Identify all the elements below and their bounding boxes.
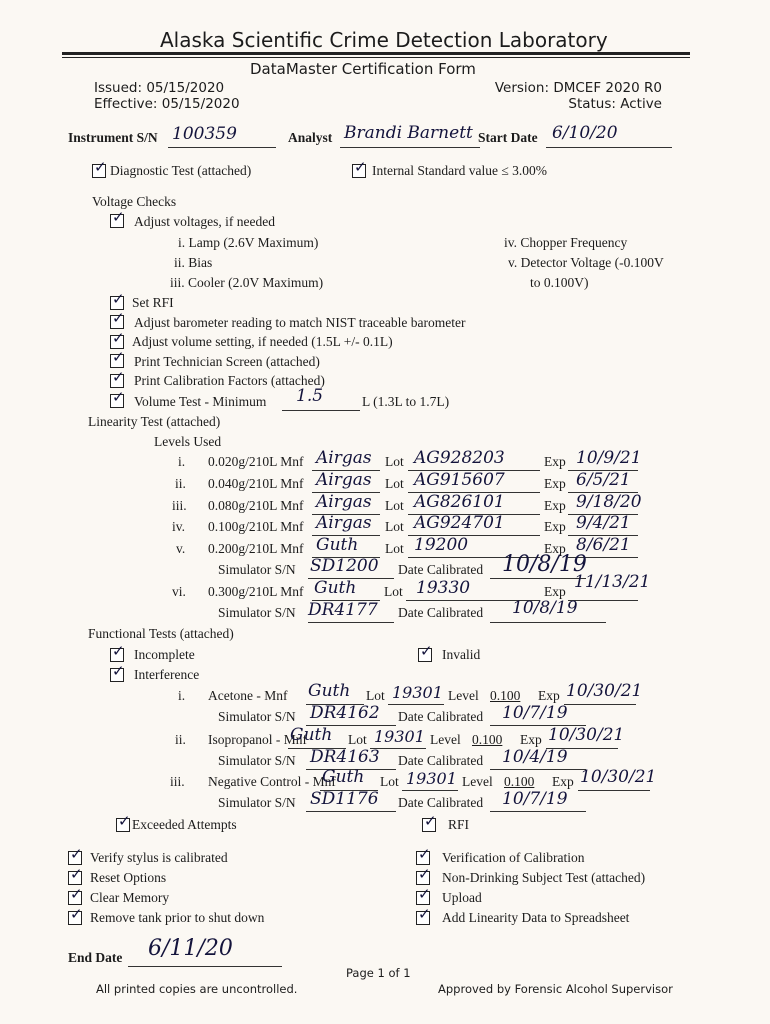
lot-value[interactable]: AG826101 bbox=[414, 492, 505, 512]
manufacturer-value[interactable]: Guth bbox=[316, 535, 359, 555]
exp-value[interactable]: 9/18/20 bbox=[576, 492, 642, 512]
cal-line bbox=[490, 769, 586, 770]
checkmark-icon: ✓ bbox=[112, 642, 125, 660]
simulator-sn-value[interactable]: DR4162 bbox=[310, 703, 380, 723]
barometer-checkbox[interactable] bbox=[110, 309, 125, 329]
lot-value[interactable]: 19301 bbox=[392, 683, 443, 702]
analyst-label: Analyst bbox=[288, 130, 333, 145]
set-rfi-checkbox[interactable] bbox=[110, 290, 125, 310]
exp-label: Exp bbox=[544, 541, 566, 556]
exp-label: Exp bbox=[544, 476, 566, 491]
final-checkbox[interactable] bbox=[416, 865, 431, 885]
checkmark-icon: ✓ bbox=[94, 158, 107, 176]
simulator-sn-label: Simulator S/N bbox=[218, 605, 296, 620]
date-calibrated-label: Date Calibrated bbox=[398, 562, 484, 577]
simulator-sn-label: Simulator S/N bbox=[218, 795, 296, 810]
exp-label: Exp bbox=[544, 498, 566, 513]
date-calibrated-label: Date Calibrated bbox=[398, 709, 484, 724]
final-checklist-label: Upload bbox=[442, 890, 482, 905]
rfi-label: RFI bbox=[448, 817, 470, 832]
start-date-line bbox=[546, 147, 672, 148]
lot-value[interactable]: 19200 bbox=[414, 535, 469, 555]
lot-label: Lot bbox=[385, 541, 404, 556]
simulator-sn-label: Simulator S/N bbox=[218, 709, 296, 724]
voltage-item: i. Lamp (2.6V Maximum) bbox=[178, 235, 319, 250]
status: Status: Active bbox=[568, 96, 662, 112]
cal-line bbox=[490, 622, 606, 623]
level-label: 0.040g/210L Mnf bbox=[208, 476, 304, 491]
lot-label: Lot bbox=[348, 732, 367, 747]
invalid-label: Invalid bbox=[442, 647, 481, 662]
exp-line bbox=[578, 790, 650, 791]
analyst-line bbox=[340, 147, 480, 148]
exceeded-attempts-label: Exceeded Attempts bbox=[132, 817, 237, 832]
level-label: Level bbox=[448, 688, 479, 703]
form-name: DataMaster Certification Form bbox=[250, 60, 476, 78]
exp-value[interactable]: 10/30/21 bbox=[548, 725, 625, 745]
instrument-sn-label: Instrument S/N bbox=[68, 130, 158, 145]
lot-label: Lot bbox=[380, 774, 399, 789]
exp-value[interactable]: 8/6/21 bbox=[576, 535, 631, 555]
manufacturer-value[interactable]: Airgas bbox=[316, 492, 372, 512]
checkmark-icon: ✓ bbox=[354, 158, 367, 176]
row-number: iii. bbox=[170, 774, 185, 789]
issued-date: Issued: 05/15/2020 bbox=[94, 80, 225, 96]
final-checklist-label: Reset Options bbox=[90, 870, 167, 885]
test-name: Negative Control - Mnf bbox=[208, 774, 336, 789]
lot-label: Lot bbox=[366, 688, 385, 703]
functional-heading: Functional Tests (attached) bbox=[88, 626, 234, 641]
row-number: iii. bbox=[172, 498, 187, 513]
row-number: i. bbox=[178, 454, 186, 469]
final-checkbox[interactable] bbox=[68, 905, 83, 925]
uncontrolled-notice: All printed copies are uncontrolled. bbox=[96, 982, 298, 996]
manufacturer-value[interactable]: Guth bbox=[314, 578, 357, 598]
checkmark-icon: ✓ bbox=[418, 885, 431, 903]
cal-line bbox=[490, 578, 586, 579]
set-rfi-label: Set RFI bbox=[132, 295, 174, 310]
checkmark-icon: ✓ bbox=[418, 865, 431, 883]
volume-test-range: L (1.3L to 1.7L) bbox=[362, 394, 450, 409]
checkmark-icon: ✓ bbox=[70, 885, 83, 903]
voltage-heading: Voltage Checks bbox=[92, 194, 177, 209]
instrument-sn-line bbox=[168, 147, 276, 148]
lot-label: Lot bbox=[385, 498, 404, 513]
end-date-label: End Date bbox=[68, 950, 123, 965]
level-label: Level bbox=[462, 774, 493, 789]
lot-line bbox=[402, 790, 458, 791]
exp-label: Exp bbox=[538, 688, 560, 703]
sim-line bbox=[306, 811, 396, 812]
lot-label: Lot bbox=[385, 476, 404, 491]
manufacturer-value[interactable]: Guth bbox=[290, 725, 333, 745]
header-rule-thin bbox=[62, 57, 690, 58]
date-calibrated-label: Date Calibrated bbox=[398, 605, 484, 620]
row-number: vi. bbox=[172, 584, 186, 599]
internal-std-label: Internal Standard value ≤ 3.00% bbox=[372, 163, 547, 178]
exp-value[interactable]: 10/9/21 bbox=[576, 448, 642, 468]
lot-value[interactable]: AG915607 bbox=[414, 470, 505, 490]
level-label: 0.300g/210L Mnf bbox=[208, 584, 304, 599]
checkmark-icon: ✓ bbox=[112, 309, 125, 327]
final-checkbox[interactable] bbox=[68, 845, 83, 865]
level-label: Level bbox=[430, 732, 461, 747]
checkmark-icon: ✓ bbox=[112, 662, 125, 680]
volume-test-checkbox[interactable] bbox=[110, 388, 125, 408]
effective-date: Effective: 05/15/2020 bbox=[94, 96, 240, 112]
lot-value[interactable]: 19301 bbox=[406, 769, 457, 788]
diagnostic-label: Diagnostic Test (attached) bbox=[110, 163, 252, 178]
print-cal-checkbox[interactable] bbox=[110, 368, 125, 388]
volume-setting-label: Adjust volume setting, if needed (1.5L +/- 0.1L) bbox=[132, 334, 393, 349]
volume-test-line bbox=[282, 410, 360, 411]
print-tech-label: Print Technician Screen (attached) bbox=[134, 354, 320, 369]
final-checkbox[interactable] bbox=[416, 905, 431, 925]
volume-test-value[interactable]: 1.5 bbox=[296, 386, 324, 406]
test-name: Acetone - Mnf bbox=[208, 688, 288, 703]
final-checkbox[interactable] bbox=[416, 885, 431, 905]
checkmark-icon: ✓ bbox=[112, 208, 125, 226]
lot-label: Lot bbox=[385, 454, 404, 469]
date-calibrated-value[interactable]: 10/4/19 bbox=[502, 747, 568, 767]
date-calibrated-value[interactable]: 10/7/19 bbox=[502, 703, 568, 723]
checkmark-icon: ✓ bbox=[112, 388, 125, 406]
header-rule-thick bbox=[62, 52, 690, 55]
simulator-sn-label: Simulator S/N bbox=[218, 562, 296, 577]
exp-value[interactable]: 9/4/21 bbox=[576, 513, 631, 533]
exp-line bbox=[568, 600, 638, 601]
test-name: Isopropanol - Mnf bbox=[208, 732, 307, 747]
simulator-sn-value[interactable]: DR4163 bbox=[310, 747, 380, 767]
exp-label: Exp bbox=[544, 584, 566, 599]
final-checkbox[interactable] bbox=[68, 885, 83, 905]
lot-value[interactable]: AG924701 bbox=[414, 513, 505, 533]
exp-line bbox=[564, 704, 636, 705]
date-calibrated-label: Date Calibrated bbox=[398, 753, 484, 768]
final-checkbox[interactable] bbox=[416, 845, 431, 865]
manufacturer-value[interactable]: Guth bbox=[322, 767, 365, 787]
exp-label: Exp bbox=[544, 519, 566, 534]
checkmark-icon: ✓ bbox=[70, 905, 83, 923]
level-label: 0.200g/210L Mnf bbox=[208, 541, 304, 556]
row-number: ii. bbox=[175, 732, 186, 747]
checkmark-icon: ✓ bbox=[418, 845, 431, 863]
voltage-item: iii. Cooler (2.0V Maximum) bbox=[170, 275, 324, 290]
end-date-line bbox=[128, 966, 282, 967]
diagnostic-checkbox[interactable] bbox=[92, 158, 107, 178]
level-label: 0.100g/210L Mnf bbox=[208, 519, 304, 534]
linearity-heading: Linearity Test (attached) bbox=[88, 414, 221, 429]
date-calibrated-value[interactable]: 10/8/19 bbox=[512, 598, 578, 618]
lot-value[interactable]: AG928203 bbox=[414, 448, 505, 468]
final-checklist-label: Remove tank prior to shut down bbox=[90, 910, 265, 925]
print-cal-label: Print Calibration Factors (attached) bbox=[134, 373, 325, 388]
exp-value[interactable]: 10/30/21 bbox=[566, 681, 643, 701]
checkmark-icon: ✓ bbox=[112, 290, 125, 308]
lot-line bbox=[388, 704, 444, 705]
date-calibrated-label: Date Calibrated bbox=[398, 795, 484, 810]
exceeded-attempts-checkbox[interactable] bbox=[116, 812, 131, 832]
simulator-sn-label: Simulator S/N bbox=[218, 753, 296, 768]
exp-value[interactable]: 10/30/21 bbox=[580, 767, 657, 787]
end-date-value[interactable]: 6/11/20 bbox=[148, 936, 233, 961]
volume-setting-checkbox[interactable] bbox=[110, 329, 125, 349]
adjust-voltages-label: Adjust voltages, if needed bbox=[134, 214, 275, 229]
version: Version: DMCEF 2020 R0 bbox=[494, 80, 662, 96]
volume-test-label: Volume Test - Minimum bbox=[134, 394, 267, 409]
checkmark-icon: ✓ bbox=[118, 812, 131, 830]
lab-title: Alaska Scientific Crime Detection Laboratory bbox=[160, 28, 608, 52]
approval-notice: Approved by Forensic Alcohol Supervisor bbox=[438, 982, 673, 996]
checkmark-icon: ✓ bbox=[70, 845, 83, 863]
cal-line bbox=[490, 811, 586, 812]
start-date-label: Start Date bbox=[478, 130, 538, 145]
date-calibrated-value[interactable]: 10/7/19 bbox=[502, 789, 568, 809]
rfi-checkbox[interactable] bbox=[422, 812, 437, 832]
voltage-item: ii. Bias bbox=[174, 255, 213, 270]
level-value: 0.100 bbox=[472, 732, 503, 747]
final-checklist-label: Add Linearity Data to Spreadsheet bbox=[442, 910, 630, 925]
checkmark-icon: ✓ bbox=[424, 812, 437, 830]
checkmark-icon: ✓ bbox=[112, 348, 125, 366]
sim-line bbox=[308, 622, 394, 623]
analyst-value[interactable]: Brandi Barnett bbox=[344, 123, 473, 143]
lot-value[interactable]: 19330 bbox=[416, 578, 471, 598]
row-number: ii. bbox=[175, 476, 186, 491]
start-date-value[interactable]: 6/10/20 bbox=[552, 123, 618, 143]
checkmark-icon: ✓ bbox=[418, 905, 431, 923]
print-tech-checkbox[interactable] bbox=[110, 348, 125, 368]
exp-value[interactable]: 6/5/21 bbox=[576, 470, 631, 490]
final-checkbox[interactable] bbox=[68, 865, 83, 885]
levels-used-label: Levels Used bbox=[154, 434, 222, 449]
manufacturer-value[interactable]: Guth bbox=[308, 681, 351, 701]
level-value: 0.100 bbox=[490, 688, 521, 703]
invalid-checkbox[interactable] bbox=[418, 642, 433, 662]
incomplete-checkbox[interactable] bbox=[110, 642, 125, 662]
exp-label: Exp bbox=[520, 732, 542, 747]
voltage-item: v. Detector Voltage (-0.100V bbox=[508, 255, 664, 270]
manufacturer-value[interactable]: Airgas bbox=[316, 470, 372, 490]
internal-std-checkbox[interactable] bbox=[352, 158, 367, 178]
final-checklist-label: Verify stylus is calibrated bbox=[90, 850, 228, 865]
checkmark-icon: ✓ bbox=[112, 329, 125, 347]
interference-checkbox[interactable] bbox=[110, 662, 125, 682]
final-checklist-label: Verification of Calibration bbox=[442, 850, 585, 865]
row-number: iv. bbox=[172, 519, 185, 534]
voltage-item: to 0.100V) bbox=[530, 275, 589, 290]
adjust-voltages-checkbox[interactable] bbox=[110, 208, 125, 228]
voltage-item: iv. Chopper Frequency bbox=[504, 235, 628, 250]
page-number: Page 1 of 1 bbox=[346, 966, 411, 980]
final-checklist-label: Non-Drinking Subject Test (attached) bbox=[442, 870, 646, 885]
simulator-sn-value[interactable]: DR4177 bbox=[308, 600, 378, 620]
instrument-sn-value[interactable]: 100359 bbox=[172, 124, 237, 144]
checkmark-icon: ✓ bbox=[112, 368, 125, 386]
level-label: 0.080g/210L Mnf bbox=[208, 498, 304, 513]
exp-label: Exp bbox=[544, 454, 566, 469]
row-number: v. bbox=[176, 541, 186, 556]
barometer-label: Adjust barometer reading to match NIST traceable barometer bbox=[134, 315, 466, 330]
interference-label: Interference bbox=[134, 667, 200, 682]
checkmark-icon: ✓ bbox=[420, 642, 433, 660]
lot-label: Lot bbox=[385, 519, 404, 534]
exp-label: Exp bbox=[552, 774, 574, 789]
date-calibrated-value[interactable]: 10/8/19 bbox=[502, 552, 587, 577]
simulator-sn-value[interactable]: SD1200 bbox=[310, 556, 379, 576]
manufacturer-value[interactable]: Airgas bbox=[316, 448, 372, 468]
final-checklist-label: Clear Memory bbox=[90, 890, 170, 905]
exp-value[interactable]: 11/13/21 bbox=[574, 572, 651, 592]
incomplete-label: Incomplete bbox=[134, 647, 195, 662]
checkmark-icon: ✓ bbox=[70, 865, 83, 883]
lot-label: Lot bbox=[384, 584, 403, 599]
manufacturer-value[interactable]: Airgas bbox=[316, 513, 372, 533]
lot-value[interactable]: 19301 bbox=[374, 727, 425, 746]
level-value: 0.100 bbox=[504, 774, 535, 789]
simulator-sn-value[interactable]: SD1176 bbox=[310, 789, 379, 809]
level-label: 0.020g/210L Mnf bbox=[208, 454, 304, 469]
row-number: i. bbox=[178, 688, 186, 703]
